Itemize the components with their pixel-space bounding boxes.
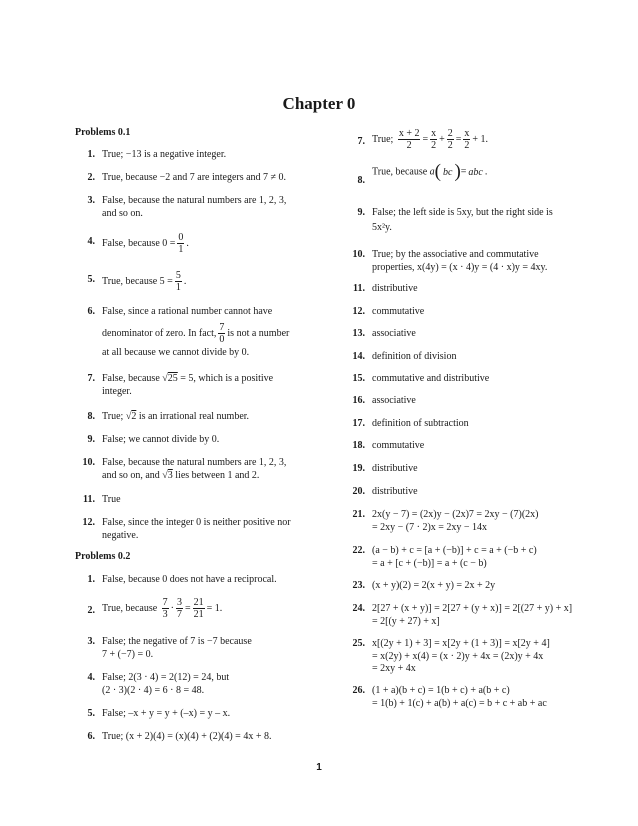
problem-number: 1.: [87, 574, 95, 585]
problem-number: 9.: [357, 207, 365, 218]
answer-text: False, because 0 =: [102, 237, 176, 249]
page-number: 1: [316, 762, 322, 773]
problem-number: 2.: [87, 172, 95, 183]
problem-number: 5.: [87, 274, 95, 285]
answer-text: True, because 5 =: [102, 275, 173, 287]
problem-number: 10.: [82, 457, 95, 468]
sqrt-symbol: √: [125, 411, 132, 422]
section-heading: Problems 0.2: [75, 551, 131, 562]
answer-text: True, because −2 and 7 are integers and 7 ≠ 0.: [102, 172, 287, 183]
problem-number: 9.: [87, 434, 95, 445]
section-heading: Problems 0.1: [75, 127, 131, 138]
problem-number: 12.: [82, 517, 95, 528]
fraction: $\frac{7}{0}$: [219, 321, 225, 345]
problem-number: 7.: [357, 136, 365, 147]
problem-number: 6.: [87, 306, 95, 317]
problem-number: 4.: [87, 236, 95, 247]
sqrt-symbol: √: [162, 469, 168, 481]
answer-text: False, because the natural numbers are 1, 2, 3,: [102, 195, 287, 206]
problem-number: 10.: [352, 249, 365, 260]
problem-number: 7.: [87, 373, 95, 384]
problem-number: 11.: [83, 494, 95, 505]
sqrt-symbol: √: [162, 373, 168, 384]
problem-number: 3.: [87, 636, 95, 647]
problem-number: 1.: [87, 149, 95, 160]
answer-text: True; −13 is a negative integer.: [102, 149, 227, 160]
problem-number: 6.: [87, 731, 95, 742]
answer-text: and so on.: [102, 207, 143, 219]
fraction: $\frac{0}{1}$: [178, 232, 184, 255]
problem-number: 4.: [87, 672, 95, 683]
problem-number: 5.: [87, 708, 95, 719]
problem-number: 8.: [87, 411, 95, 422]
answer-text: at all because we cannot divide by 0.: [102, 346, 250, 358]
problem-number: 3.: [87, 195, 95, 206]
problem-number: 2.: [87, 605, 95, 616]
chapter-title: Chapter 0: [282, 94, 356, 113]
fraction: $\frac{5}{1}$: [175, 270, 181, 293]
answer-text: False, since a rational number cannot have: [102, 306, 273, 317]
problem-number: 8.: [357, 175, 365, 186]
